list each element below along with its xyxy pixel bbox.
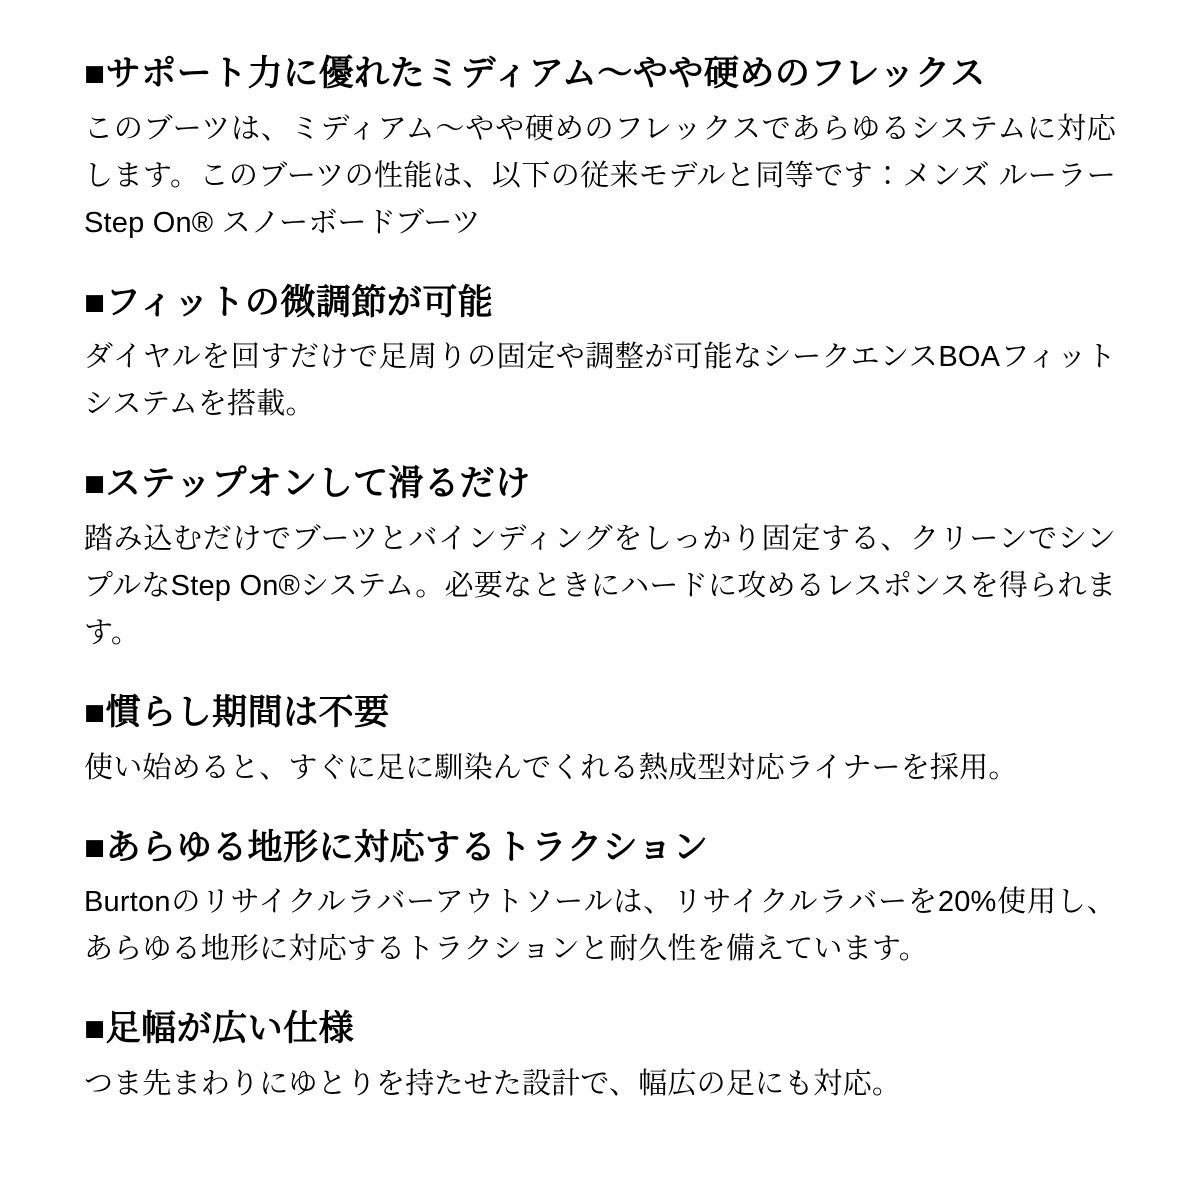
section-heading: ■フィットの微調節が可能	[84, 282, 494, 322]
section-heading: ■サポート力に優れたミディアム〜やや硬めのフレックス	[84, 54, 986, 93]
section-heading: ■慣らし期間は不要	[84, 693, 390, 732]
section-body: 踏み込むだけでブーツとバインディングをしっかり固定する、クリーンでシンプルなStep On®システム。必要なときにハードに攻めるレスポンスを得られます。	[84, 523, 1116, 650]
section-body: Burtonのリサイクルラバーアウトソールは、リサイクルラバーを20%使用し、あらゆる地形に対応するトラクションと耐久性を備えています。	[84, 886, 1116, 966]
section-body: 使い始めると、すぐに足に馴染んでくれる熱成型対応ライナーを採用。	[84, 751, 1018, 784]
feature-section-traction	[84, 826, 1116, 974]
feature-section-fit-adjustment	[84, 281, 1116, 429]
feature-section-no-break-in	[84, 691, 1116, 792]
section-body: このブーツは、ミディアム〜やや硬めのフレックスであらゆるシステムに対応します。このブーツの性能は、以下の従来モデルと同等です：メンズ ルーラー Step On® スノーボードブーツ	[84, 112, 1116, 239]
section-body: ダイヤルを回すだけで足周りの固定や調整が可能なシークエンスBOAフィットシステムを搭載。	[84, 341, 1116, 421]
feature-section-wide-fit	[84, 1007, 1116, 1108]
feature-section-step-on	[84, 462, 1116, 657]
section-heading: ■ステップオンして滑るだけ	[84, 464, 531, 504]
section-heading: ■足幅が広い仕様	[84, 1009, 355, 1049]
section-body: つま先まわりにゆとりを持たせた設計で、幅広の足にも対応。	[84, 1068, 902, 1101]
section-heading: ■あらゆる地形に対応するトラクション	[84, 827, 709, 867]
feature-section-flex	[84, 52, 1116, 247]
